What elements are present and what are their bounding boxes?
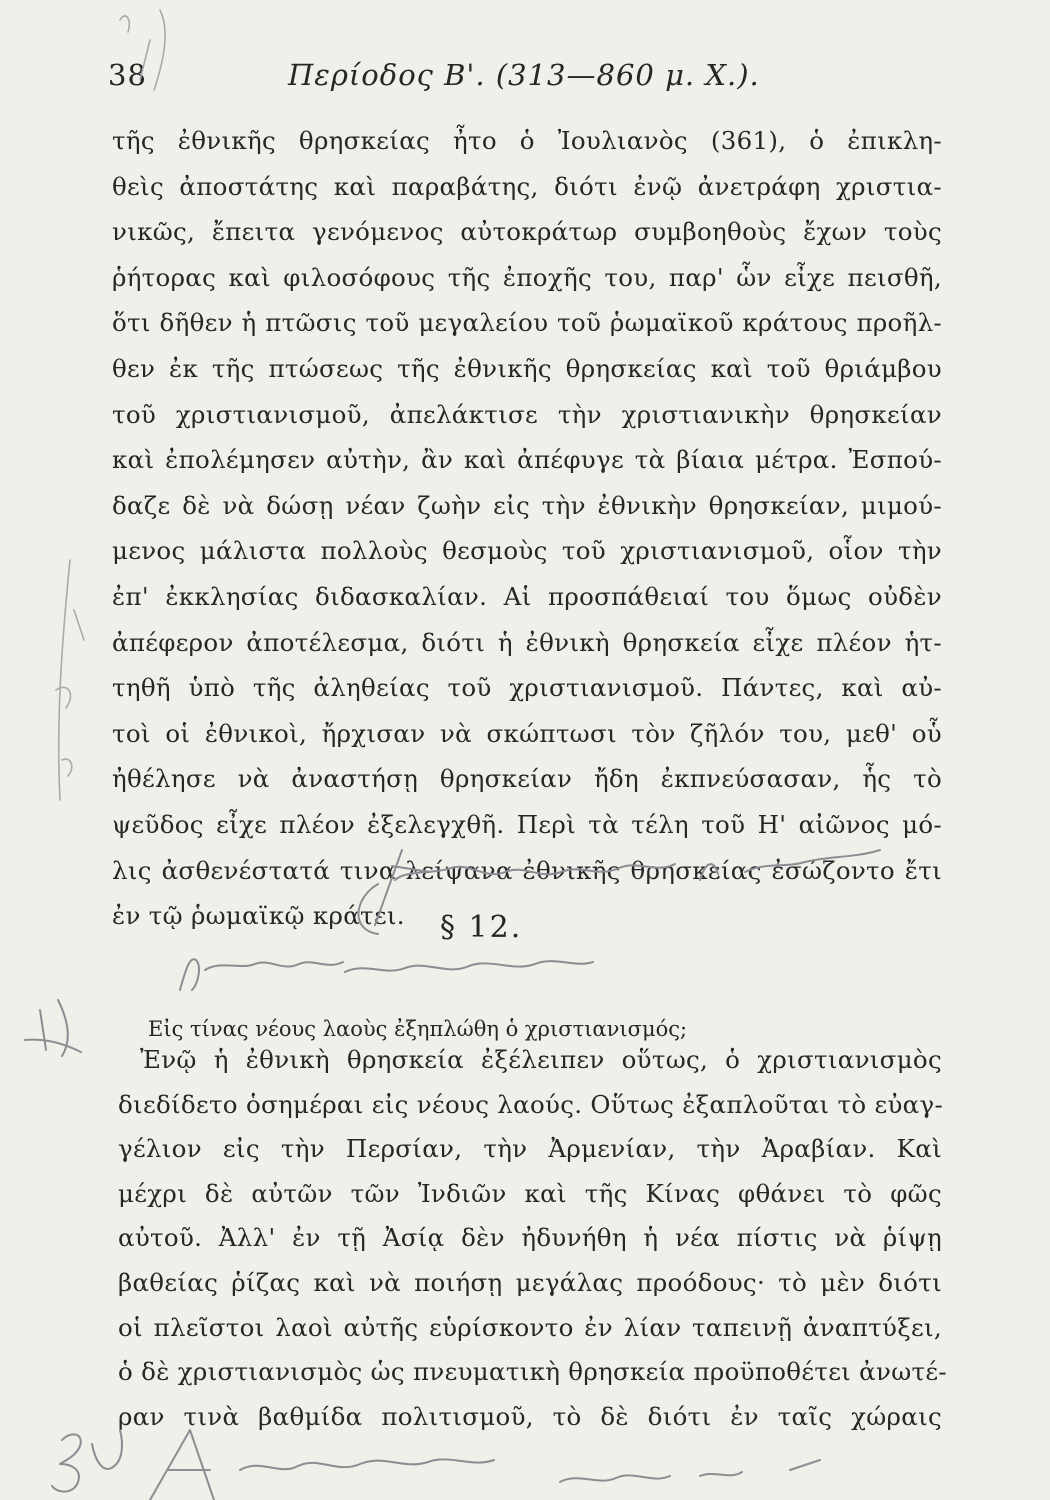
text-line: λις ἀσθενέστατά τινα λείψανα ἐθνικῆς θρησκείας ἐσώζοντο ἔτι <box>112 855 942 885</box>
text-line: ῥήτορας καὶ φιλοσόφους τῆς ἐποχῆς του, παρ' ὧν εἶχε πεισθῆ, <box>112 262 942 292</box>
bottom-note-number <box>52 1430 122 1492</box>
text-line: τηθῆ ὑπὸ τῆς ἀληθείας τοῦ χριστιανισμοῦ. Πάντες, καὶ αὐ- <box>112 673 942 703</box>
text-line: ἀπέφερον ἀποτέλεσμα, διότι ἡ ἐθνικὴ θρησκεία εἶχε πλέον ἡτ- <box>112 627 942 657</box>
text-line: δαζε δὲ νὰ δώσῃ νέαν ζωὴν εἰς τὴν ἐθνικὴν θρησκείαν, μιμού- <box>112 490 942 520</box>
text-line: θεὶς ἀποστάτης καὶ παραβάτης, διότι ἐνῷ ἀνετράφη χριστια- <box>112 171 942 201</box>
text-line: οἱ πλεῖστοι λαοὶ αὐτῆς εὑρίσκοντο ἐν λίαν ταπεινῇ ἀναπτύξει, <box>118 1312 942 1342</box>
section-number: § 12. <box>440 910 523 945</box>
text-line: ἐν τῷ ῥωμαϊκῷ κράτει. <box>112 901 405 931</box>
text-line: γέλιον εἰς τὴν Περσίαν, τὴν Ἀρμενίαν, τὴν Ἀραβίαν. Καὶ <box>118 1134 942 1164</box>
text-line: θεν ἐκ τῆς πτώσεως τῆς ἐθνικῆς θρησκείας καὶ τοῦ θριάμβου <box>112 353 942 383</box>
paragraph-julian <box>112 118 942 939</box>
margin-number-left <box>25 1000 81 1056</box>
text-line: ὅτι δῆθεν ἡ πτῶσις τοῦ μεγαλείου τοῦ ῥωμαϊκοῦ κράτους προῆλ- <box>112 308 942 338</box>
text-line: μενος μάλιστα πολλοὺς θεσμοὺς τοῦ χριστιανισμοῦ, οἷον τὴν <box>112 536 942 566</box>
text-line: ἐπ' ἐκκλησίας διδασκαλίαν. Αἱ προσπάθειαί του ὅμως οὐδὲν <box>112 581 942 611</box>
text-line: ἠθέλησε νὰ ἀναστήσῃ θρησκείαν ἤδη ἐκπνεύσασαν, ἧς τὸ <box>112 764 942 794</box>
margin-scribble-left <box>56 560 84 800</box>
section-question: Εἰς τίνας νέους λαοὺς ἐξηπλώθη ὁ χριστιανισμός; <box>148 1017 688 1041</box>
bottom-handwritten-note <box>150 1430 820 1500</box>
text-line: νικῶς, ἔπειτα γενόμενος αὐτοκράτωρ συμβοηθοὺς ἔχων τοὺς <box>112 217 942 247</box>
running-title: Περίοδος Β'. (313—860 μ. Χ.). <box>288 58 760 92</box>
text-line: βαθείας ῥίζας καὶ νὰ ποιήσῃ μεγάλας προόδους· τὸ μὲν διότι <box>118 1267 942 1297</box>
text-line: διεδίδετο ὁσημέραι εἰς νέους λαούς. Οὕτως ἐξαπλοῦται τὸ εὐαγ- <box>118 1089 944 1119</box>
text-line: Ἐνῷ ἡ ἐθνικὴ θρησκεία ἐξέλειπεν οὕτως, ὁ χριστιανισμὸς <box>140 1045 942 1074</box>
handwritten-note-lower <box>180 959 593 990</box>
text-line: τῆς ἐθνικῆς θρησκείας ἦτο ὁ Ἰουλιανὸς (361), ὁ ἐπικλη- <box>112 126 942 155</box>
paragraph-spread <box>118 1038 947 1439</box>
text-line: τοὶ οἱ ἐθνικοὶ, ἤρχισαν νὰ σκώπτωσι τὸν ζῆλόν του, μεθ' οὗ <box>112 718 942 748</box>
page-number: 38 <box>108 58 147 92</box>
page-header <box>0 58 1050 102</box>
text-line: ὁ δὲ χριστιανισμὸς ὡς πνευματικὴ θρησκεία προϋποθέτει ἀνωτέ- <box>118 1357 947 1387</box>
text-line: τοῦ χριστιανισμοῦ, ἀπελάκτισε τὴν χριστιανικὴν θρησκείαν <box>112 399 942 429</box>
text-line: αὐτοῦ. Ἀλλ' ἐν τῇ Ἀσίᾳ δὲν ἠδυνήθη ἡ νέα πίστις νὰ ῥίψῃ <box>118 1223 942 1253</box>
text-line: καὶ ἐπολέμησεν αὐτὴν, ἂν καὶ ἀπέφυγε τὰ βίαια μέτρα. Ἐσπού- <box>112 445 942 475</box>
text-line: ραν τινὰ βαθμίδα πολιτισμοῦ, τὸ δὲ διότι ἐν ταῖς χώραις <box>118 1401 942 1431</box>
text-line: ψεῦδος εἶχε πλέον ἐξελεγχθῆ. Περὶ τὰ τέλη τοῦ Η' αἰῶνος μό- <box>112 809 942 839</box>
text-line: μέχρι δὲ αὐτῶν τῶν Ἰνδιῶν καὶ τῆς Κίνας φθάνει τὸ φῶς <box>118 1178 942 1208</box>
